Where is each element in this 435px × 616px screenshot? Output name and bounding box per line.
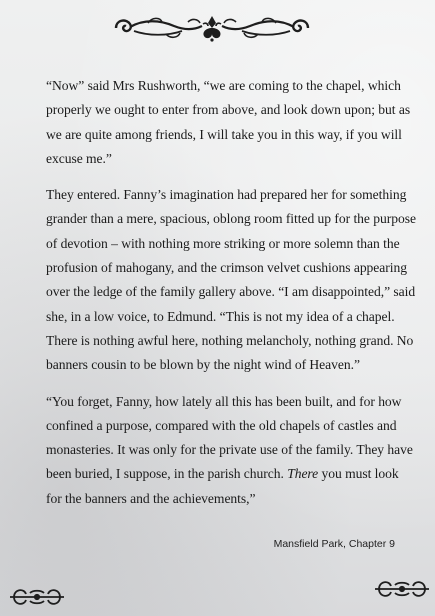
corner-flourish-icon xyxy=(6,585,68,609)
paragraph-text: you must look for the banners and the achievements,” xyxy=(46,466,399,506)
paragraph xyxy=(46,390,416,511)
corner-flourish-icon xyxy=(371,577,433,601)
paragraph-text: “Now” said Mrs Rushworth, “we are coming to the chapel, which properly we ought to enter from above, and look down upon; but as we are quite among friends, I will take you in this way, if you will excuse me.” xyxy=(46,78,411,166)
paragraph xyxy=(46,74,416,171)
source-caption: Mansfield Park, Chapter 9 xyxy=(273,538,395,550)
flourish-scroll-icon xyxy=(112,14,312,42)
italic-emphasis: There xyxy=(287,466,319,482)
paragraph xyxy=(46,183,416,377)
paragraph-text: “You forget, Fanny, how lately all this has been built, and for how confined a purpose, compared with the old chapels of castles and monasteries. It was only for the private use of the family. They have been buried, I suppose, in the parish church. xyxy=(46,393,413,482)
paragraph-text: They entered. Fanny’s imagination had prepared her for something grander than a mere, spacious, oblong room fitted up for the purpose of devotion – with nothing more striking or more solemn than the profusion of mahogany, and the crimson velvet cushions appearing over the ledge of the family gallery above. “I am disappointed,” said she, in a low voice, to Edmund. “This is not my idea of a chapel. There is nothing awful here, nothing melancholy, nothing grand. No banners cousin to be blown by the night wind of Heaven.” xyxy=(46,187,416,373)
passage-text xyxy=(46,74,416,523)
